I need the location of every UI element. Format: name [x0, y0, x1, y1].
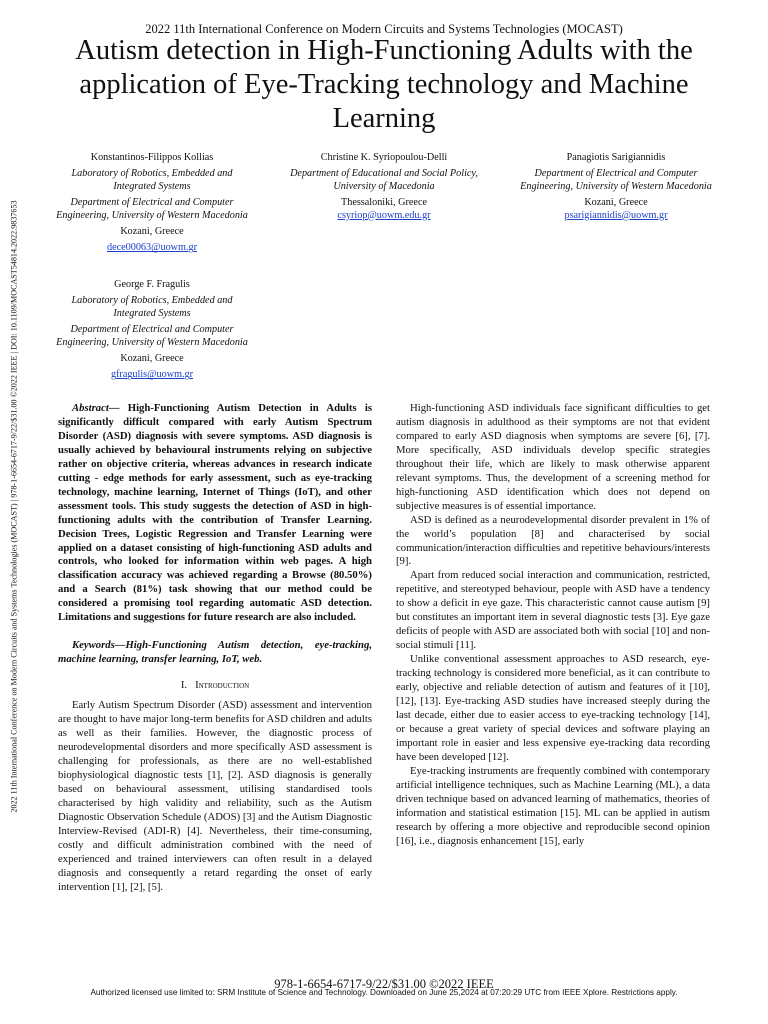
- abstract-body: High-Functioning Autism Detection in Adults is significantly difficult compared with early Autism Spectrum Disorder (ASD) diagnosis with severe symptoms. ASD diagnosis is usually achieved by behavioural instruments relying on subjective rather on objective criteria, whereas advances in research indicate cutting - edge methods for early assessment, such as eye-tracking technology, machine learning, Internet of Things (IoT), and other assessment tools. This study suggests the detection of ASD in high-functioning adults with the contribution of Transfer Learning. Decision Trees, Logistic Regression and Transfer Learning were applied on a dataset consisting of high-functioning ASD adults and controls, who looked for information within web pages. A high classification accuracy was achieved regarding a Browse (80.50%) and a Search (81%) task showing that our method could be considered a promising tool regarding automatic ASD detection. Limitations and suggestions for future research are also included.: [58, 402, 373, 624]
- author-name: Panagiotis Sarigiannidis: [566, 152, 666, 163]
- keywords: Keywords—High-Functioning Autism detection, eye-tracking, machine learning, transfer learning, IoT, web.: [58, 639, 372, 666]
- author-name: George F. Fragulis: [114, 279, 190, 290]
- side-citation: 2022 11th International Conference on Modern Circuits and Systems Technologies (MOCAST) | 978-1-6654-6717-9/22/$31.00 ©2022 IEEE | DOI: 10.1109/MOCAST54814.2022.9837653: [9, 200, 19, 813]
- author-name: Konstantinos-Filippos Kollias: [90, 152, 214, 163]
- author-affiliation: Laboratory of Robotics, Embedded and Integrated Systems: [71, 295, 233, 319]
- section-heading: [58, 679, 372, 693]
- author-block: [52, 152, 252, 255]
- author-location: Kozani, Greece: [584, 197, 648, 209]
- author-affiliation: Department of Electrical and Computer Engineering, University of Western Macedonia: [56, 324, 248, 348]
- author-location: Thessaloniki, Greece: [341, 197, 427, 209]
- author-block: [52, 279, 252, 382]
- author-email[interactable]: psarigiannidis@uowm.gr: [564, 209, 668, 221]
- paragraph: Unlike conventional assessment approaches to ASD research, eye-tracking technology is considered more beneficial, as it can contribute to early, objective and reliable detection of autism and features of it [10], [12], [13]. Eye-tracking ASD studies have increased steeply during the last decade, either due to easier access to eye-tracking technology [14], or because a great variety of special devices and software playing an important role in easier and less expensive eye-tracking data recording have been developed [12].: [396, 653, 710, 763]
- author-affiliation: Department of Electrical and Computer Engineering, University of Western Macedonia: [520, 168, 712, 192]
- author-email[interactable]: csyriop@uowm.edu.gr: [337, 209, 431, 221]
- abstract-lead: Abstract—: [72, 402, 120, 414]
- section-number: I.: [180, 679, 188, 692]
- section-title: Introduction: [195, 679, 250, 692]
- paper-title: Autism detection in High-Functioning Adults with the application of Eye-Tracking technology and Machine Learning: [75, 35, 693, 134]
- author-block: [290, 152, 478, 222]
- copyright-footer: 978-1-6654-6717-9/22/$31.00 ©2022 IEEE: [274, 977, 494, 991]
- author-email[interactable]: dece00063@uowm.gr: [106, 242, 197, 254]
- conference-header: 2022 11th International Conference on Modern Circuits and Systems Technologies (MOCAST): [145, 22, 623, 36]
- right-column: [396, 402, 710, 849]
- license-notice: Authorized licensed use limited to: SRM Institute of Science and Technology. Downloaded on June 25,2024 at 07:20:29 UTC from IEEE Xplore. Restrictions apply.: [90, 988, 678, 997]
- paragraph: Apart from reduced social interaction and communication, restricted, repetitive, and stereotyped behaviour, people with ASD have a tendency to show a deficit in eye gaze. This characteristic cannot cause autism [9] but constitutes an important item in several diagnostic tests [3]. Eye gaze deficits of people with ASD are associated both with social [10] and non-social stimuli [11].: [396, 569, 710, 652]
- author-location: Kozani, Greece: [120, 353, 184, 365]
- paragraph: ASD is defined as a neurodevelopmental disorder prevalent in 1% of the world’s population [8] and characterised by social communication/interaction difficulties and repetitive behaviours/interests [9].: [396, 513, 710, 568]
- author-email[interactable]: gfragulis@uowm.gr: [110, 369, 194, 381]
- author-affiliation: Laboratory of Robotics, Embedded and Integrated Systems: [71, 168, 233, 192]
- author-name: Christine K. Syriopoulou-Delli: [320, 152, 448, 163]
- author-affiliation: Department of Educational and Social Policy, University of Macedonia: [290, 168, 478, 192]
- paragraph: Early Autism Spectrum Disorder (ASD) assessment and intervention are thought to have major long-term benefits for ASD children and adults as well as their families. However, the diagnostic process of neurodevelopmental disorders and more specifically ASD assessment is challenging for professionals, as there are no well-established biophysiological diagnostic tests [1], [2]. ASD diagnosis is generally based on behavioural assessment, utilising standardised tools characterised by high validity and reliability, such as the Autism Diagnostic Observation Schedule (ADOS) [3] and the Autism Diagnostic Interview-Revised (ADI-R) [4]. Nevertheless, their time-consuming, costly and difficult administration combined with the need of experienced and trained interviewers can often result in a delayed diagnosis and consequently a retard regarding the onset of early intervention [1], [2], [5].: [58, 699, 372, 893]
- paragraph: Eye-tracking instruments are frequently combined with contemporary artificial intelligence techniques, such as Machine Learning (ML), a data driven technique based on advanced learning of mathematics, theories of information and statistical estimation [15]. ML can be applied in autism research by offering a more objective and reproducible second opinion [16], i.e., diagnosis enhancement [15], early: [396, 764, 710, 847]
- author-block: [516, 152, 716, 222]
- paragraph: High-functioning ASD individuals face significant difficulties to get autism diagnosis in adulthood as their symptoms are not that evident compared to early ASD diagnosis when symptoms are severe [6], [7]. More specifically, ASD individuals develop specific strategies throughout their life, which are likely to mask otherwise apparent relevant symptoms. Thus, the development of a screening method for high-functioning ASD identification which does not depend on subjective measures is of essential importance.: [396, 402, 710, 512]
- abstract: [58, 402, 372, 625]
- left-column: [58, 402, 372, 894]
- author-location: Kozani, Greece: [120, 226, 184, 238]
- author-affiliation: Department of Electrical and Computer Engineering, University of Western Macedonia: [56, 197, 248, 221]
